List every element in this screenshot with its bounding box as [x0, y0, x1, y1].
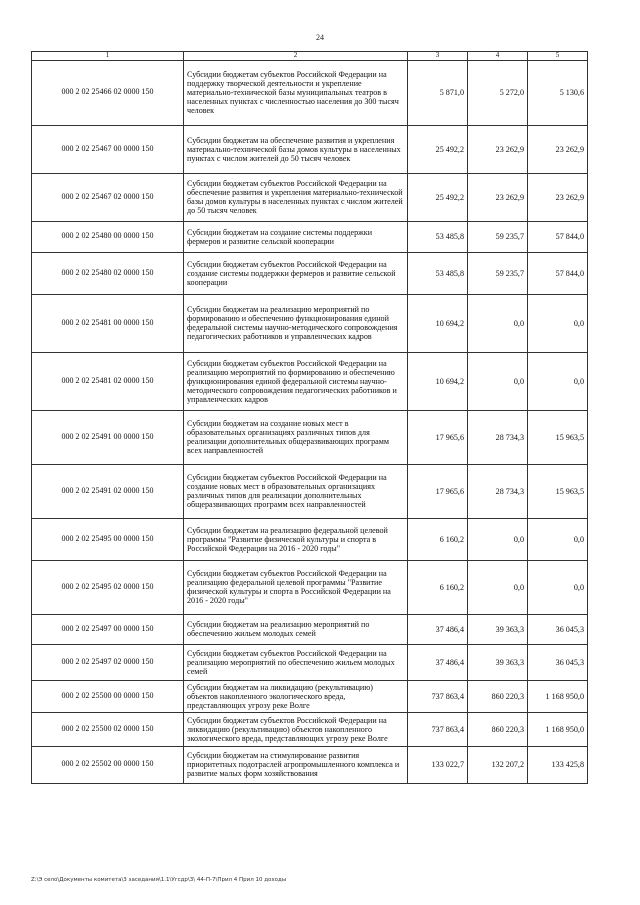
cell-name: Субсидии бюджетам на создание новых мест в образовательных организациях различных типов для реализации дополнительных общеразвивающих программ всех направленностей — [184, 410, 408, 464]
cell-name: Субсидии бюджетам на обеспечение развития и укрепления материально-технической базы домов культуры в населенных пунктах с числом жителей до 50 тысяч человек — [184, 125, 408, 173]
cell-code: 000 2 02 25467 00 0000 150 — [32, 125, 184, 173]
cell-value-col4: 28 734,3 — [468, 410, 528, 464]
cell-value-col3: 53 485,8 — [408, 252, 468, 294]
cell-name: Субсидии бюджетам субъектов Российской Федерации на реализацию федеральной целевой программы "Развитие физической культуры и спорта в Российской Федерации на 2016 - 2020 годы" — [184, 560, 408, 614]
cell-name: Субсидии бюджетам субъектов Российской Федерации на создание новых мест в образовательных организациях различных типов для реализации дополнительных общеразвивающих программ всех направленностей — [184, 464, 408, 518]
cell-code: 000 2 02 25497 00 0000 150 — [32, 614, 184, 644]
cell-value-col5: 0,0 — [528, 518, 588, 560]
cell-value-col3: 37 486,4 — [408, 614, 468, 644]
cell-value-col4: 0,0 — [468, 518, 528, 560]
cell-name: Субсидии бюджетам на создание системы поддержки фермеров и развитие сельской кооперации — [184, 221, 408, 252]
cell-value-col3: 53 485,8 — [408, 221, 468, 252]
column-header: 2 — [184, 52, 408, 61]
cell-value-col3: 5 871,0 — [408, 60, 468, 125]
cell-value-col4: 39 363,3 — [468, 614, 528, 644]
cell-code: 000 2 02 25491 02 0000 150 — [32, 464, 184, 518]
cell-value-col5: 23 262,9 — [528, 173, 588, 221]
cell-value-col5: 36 045,3 — [528, 614, 588, 644]
cell-value-col3: 10 694,2 — [408, 294, 468, 352]
table-row — [32, 712, 588, 746]
cell-value-col3: 17 965,6 — [408, 464, 468, 518]
cell-value-col3: 133 022,7 — [408, 746, 468, 783]
cell-name: Субсидии бюджетам на реализацию мероприятий по формированию и обеспечению функционирования единой федеральной системы научно-методического сопровождения педагогических работников и управленческих кадров — [184, 294, 408, 352]
table-row — [32, 464, 588, 518]
cell-value-col5: 1 168 950,0 — [528, 712, 588, 746]
cell-value-col4: 0,0 — [468, 352, 528, 410]
cell-value-col3: 25 492,2 — [408, 125, 468, 173]
cell-value-col3: 10 694,2 — [408, 352, 468, 410]
cell-value-col5: 23 262,9 — [528, 125, 588, 173]
cell-value-col5: 0,0 — [528, 560, 588, 614]
cell-value-col5: 36 045,3 — [528, 644, 588, 680]
column-header: 4 — [468, 52, 528, 61]
cell-value-col5: 15 963,5 — [528, 410, 588, 464]
table-row — [32, 252, 588, 294]
cell-code: 000 2 02 25502 00 0000 150 — [32, 746, 184, 783]
column-header: 1 — [32, 52, 184, 61]
cell-value-col4: 132 207,2 — [468, 746, 528, 783]
cell-name: Субсидии бюджетам субъектов Российской Федерации на создание системы поддержки фермеров и развитие сельской кооперации — [184, 252, 408, 294]
cell-name: Субсидии бюджетам субъектов Российской Федерации на поддержку творческой деятельности и укрепление материально-технической базы муниципальных театров в населенных пунктах с численностью населения до 300 тысяч человек — [184, 60, 408, 125]
cell-code: 000 2 02 25495 02 0000 150 — [32, 560, 184, 614]
cell-value-col4: 39 363,3 — [468, 644, 528, 680]
cell-name: Субсидии бюджетам на реализацию федеральной целевой программы "Развитие физической культуры и спорта в Российской Федерации на 2016 - 2020 годы" — [184, 518, 408, 560]
cell-value-col4: 0,0 — [468, 560, 528, 614]
cell-value-col4: 0,0 — [468, 294, 528, 352]
cell-value-col5: 5 130,6 — [528, 60, 588, 125]
cell-code: 000 2 02 25481 02 0000 150 — [32, 352, 184, 410]
table-row — [32, 410, 588, 464]
cell-code: 000 2 02 25480 00 0000 150 — [32, 221, 184, 252]
column-header: 5 — [528, 52, 588, 61]
cell-value-col5: 15 963,5 — [528, 464, 588, 518]
cell-code: 000 2 02 25497 02 0000 150 — [32, 644, 184, 680]
cell-value-col3: 6 160,2 — [408, 560, 468, 614]
cell-value-col5: 57 844,0 — [528, 252, 588, 294]
page-number: 24 — [316, 33, 324, 42]
table-row — [32, 560, 588, 614]
cell-value-col3: 737 863,4 — [408, 712, 468, 746]
cell-value-col4: 23 262,9 — [468, 173, 528, 221]
table-row — [32, 644, 588, 680]
cell-value-col5: 0,0 — [528, 294, 588, 352]
table-row — [32, 352, 588, 410]
table-row — [32, 125, 588, 173]
table-row — [32, 173, 588, 221]
cell-value-col3: 25 492,2 — [408, 173, 468, 221]
cell-name: Субсидии бюджетам субъектов Российской Федерации на обеспечение развития и укрепления материально-технической базы домов культуры в населенных пунктах с числом жителей до 50 тысяч человек — [184, 173, 408, 221]
cell-name: Субсидии бюджетам субъектов Российской Федерации на реализацию мероприятий по формированию и обеспечению функционирования единой федеральной системы научно-методического сопровождения педагогических работников и управленческих кадров — [184, 352, 408, 410]
cell-code: 000 2 02 25491 00 0000 150 — [32, 410, 184, 464]
cell-value-col3: 6 160,2 — [408, 518, 468, 560]
cell-value-col5: 133 425,8 — [528, 746, 588, 783]
cell-code: 000 2 02 25481 00 0000 150 — [32, 294, 184, 352]
cell-value-col4: 5 272,0 — [468, 60, 528, 125]
table-row — [32, 614, 588, 644]
cell-code: 000 2 02 25480 02 0000 150 — [32, 252, 184, 294]
cell-name: Субсидии бюджетам субъектов Российской Федерации на реализацию мероприятий по обеспечению жильем молодых семей — [184, 644, 408, 680]
table-row — [32, 746, 588, 783]
cell-value-col3: 737 863,4 — [408, 680, 468, 712]
table-row — [32, 518, 588, 560]
cell-name: Субсидии бюджетам субъектов Российской Федерации на ликвидацию (рекультивацию) объектов накопленного экологического вреда, представляющих угрозу реке Волге — [184, 712, 408, 746]
cell-name: Субсидии бюджетам на стимулирование развития приоритетных подотраслей агропромышленного комплекса и развитие малых форм хозяйствования — [184, 746, 408, 783]
cell-value-col4: 860 220,3 — [468, 680, 528, 712]
cell-code: 000 2 02 25466 02 0000 150 — [32, 60, 184, 125]
column-header: 3 — [408, 52, 468, 61]
table-header-row — [32, 52, 588, 61]
cell-value-col5: 57 844,0 — [528, 221, 588, 252]
cell-value-col5: 1 168 950,0 — [528, 680, 588, 712]
cell-code: 000 2 02 25495 00 0000 150 — [32, 518, 184, 560]
revenue-table — [31, 51, 588, 784]
cell-value-col3: 37 486,4 — [408, 644, 468, 680]
cell-value-col5: 0,0 — [528, 352, 588, 410]
cell-value-col3: 17 965,6 — [408, 410, 468, 464]
cell-value-col4: 59 235,7 — [468, 252, 528, 294]
cell-name: Субсидии бюджетам на реализацию мероприятий по обеспечению жильем молодых семей — [184, 614, 408, 644]
table-row — [32, 60, 588, 125]
cell-code: 000 2 02 25500 00 0000 150 — [32, 680, 184, 712]
cell-value-col4: 860 220,3 — [468, 712, 528, 746]
footer-file-path: Z:\Э село\Документы комитета\3 заседания\1.1\Угсдр\3\ 44-П-7\Прил 4 Прил 10 доходы — [31, 877, 287, 883]
table-row — [32, 221, 588, 252]
table-row — [32, 680, 588, 712]
cell-name: Субсидии бюджетам на ликвидацию (рекультивацию) объектов накопленного экологического вреда, представляющих угрозу реке Волге — [184, 680, 408, 712]
table-row — [32, 294, 588, 352]
cell-code: 000 2 02 25467 02 0000 150 — [32, 173, 184, 221]
cell-code: 000 2 02 25500 02 0000 150 — [32, 712, 184, 746]
cell-value-col4: 28 734,3 — [468, 464, 528, 518]
cell-value-col4: 59 235,7 — [468, 221, 528, 252]
cell-value-col4: 23 262,9 — [468, 125, 528, 173]
